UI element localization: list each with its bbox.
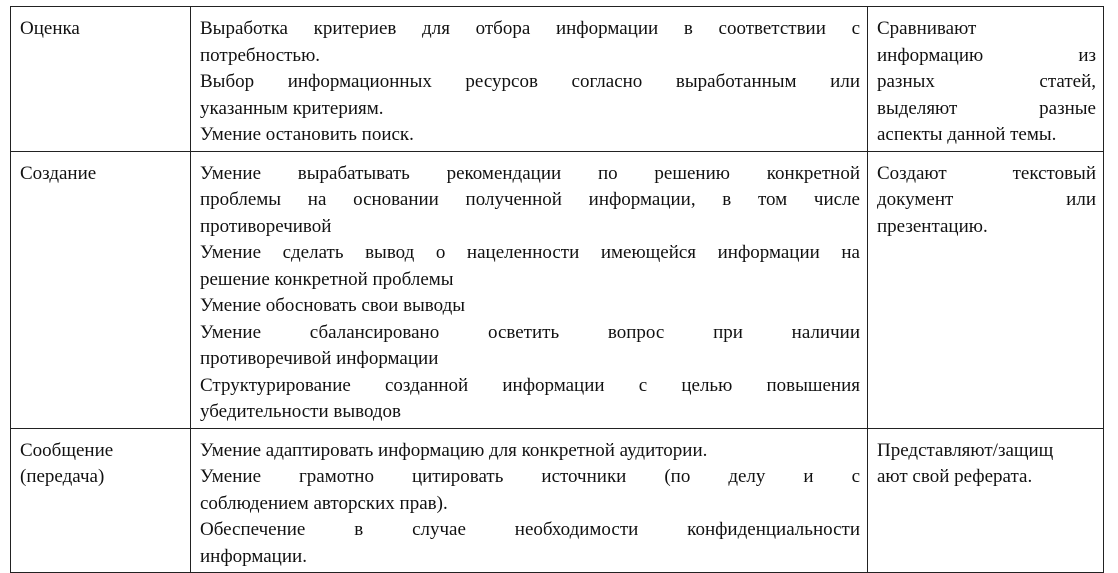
skill-paragraph xyxy=(200,438,860,465)
skill-paragraph xyxy=(200,517,860,570)
stage-cell xyxy=(11,428,191,573)
activity-line: информацию из xyxy=(877,44,1096,66)
skill-line: противоречивой информации xyxy=(200,348,439,369)
skill-line: решение конкретной проблемы xyxy=(200,268,454,290)
stage-cell xyxy=(11,151,191,428)
stage-cell xyxy=(11,7,191,152)
skill-line: Умение сбалансировано осветить вопрос при наличии xyxy=(200,321,860,343)
skill-line: указанным критериям. xyxy=(200,97,384,119)
skill-line: Обеспечение в случае необходимости конфиденциальности xyxy=(200,519,860,540)
skill-line: соблюдением авторских прав). xyxy=(200,492,448,514)
skill-line: Умение адаптировать информацию для конкретной аудитории. xyxy=(200,439,708,461)
skill-line: убедительности выводов xyxy=(200,401,402,422)
activity-cell xyxy=(868,7,1104,152)
activity-line: Создают текстовый xyxy=(877,162,1096,184)
table-row xyxy=(11,7,1104,152)
skill-paragraph xyxy=(200,122,860,149)
skill-line: Умение обосновать свои выводы xyxy=(200,295,466,316)
skill-paragraph xyxy=(200,16,860,69)
activity-line: Представляют/защищ xyxy=(877,439,1054,461)
skill-line: противоречивой xyxy=(200,215,332,237)
activity-line: разных статей, xyxy=(877,71,1096,92)
stage-label: Сообщение xyxy=(20,439,114,461)
activity-line: аспекты данной темы. xyxy=(877,124,1057,145)
skill-line: проблемы на основании полученной информации, в том числе xyxy=(200,189,860,210)
skills-cell xyxy=(191,7,868,152)
activity-line: документ или xyxy=(877,189,1096,210)
skill-paragraph xyxy=(200,373,860,426)
skill-line: Выбор информационных ресурсов согласно выработанным или xyxy=(200,71,860,92)
skill-paragraph xyxy=(200,161,860,241)
skills-cell xyxy=(191,151,868,428)
skills-cell xyxy=(191,428,868,573)
skill-paragraph xyxy=(200,240,860,293)
activity-line: презентацию. xyxy=(877,215,988,237)
skill-paragraph xyxy=(200,320,860,373)
table-row xyxy=(11,151,1104,428)
skill-paragraph xyxy=(200,293,860,320)
skill-line: информации. xyxy=(200,545,307,567)
skill-line: потребностью. xyxy=(200,44,321,66)
activity-cell xyxy=(868,151,1104,428)
skill-line: Структурирование созданной информации с целью повышения xyxy=(200,374,860,396)
stage-label: (передача) xyxy=(20,466,105,487)
skill-line: Умение остановить поиск. xyxy=(200,124,414,145)
activity-line: ают свой реферата. xyxy=(877,466,1033,487)
skill-line: Умение сделать вывод о нацеленности имеющейся информации на xyxy=(200,242,860,263)
stage-label: Создание xyxy=(20,162,97,184)
skill-paragraph xyxy=(200,69,860,122)
activity-line: Сравнивают xyxy=(877,18,977,39)
activity-cell xyxy=(868,428,1104,573)
skill-paragraph xyxy=(200,464,860,517)
skill-line: Умение вырабатывать рекомендации по решению конкретной xyxy=(200,162,860,184)
stage-label: Оценка xyxy=(20,18,80,39)
skill-line: Выработка критериев для отбора информации в соответствии с xyxy=(200,18,860,39)
competency-table xyxy=(10,6,1104,573)
table-row xyxy=(11,428,1104,573)
skill-line: Умение грамотно цитировать источники (по делу и с xyxy=(200,466,860,487)
activity-line: выделяют разные xyxy=(877,97,1096,119)
